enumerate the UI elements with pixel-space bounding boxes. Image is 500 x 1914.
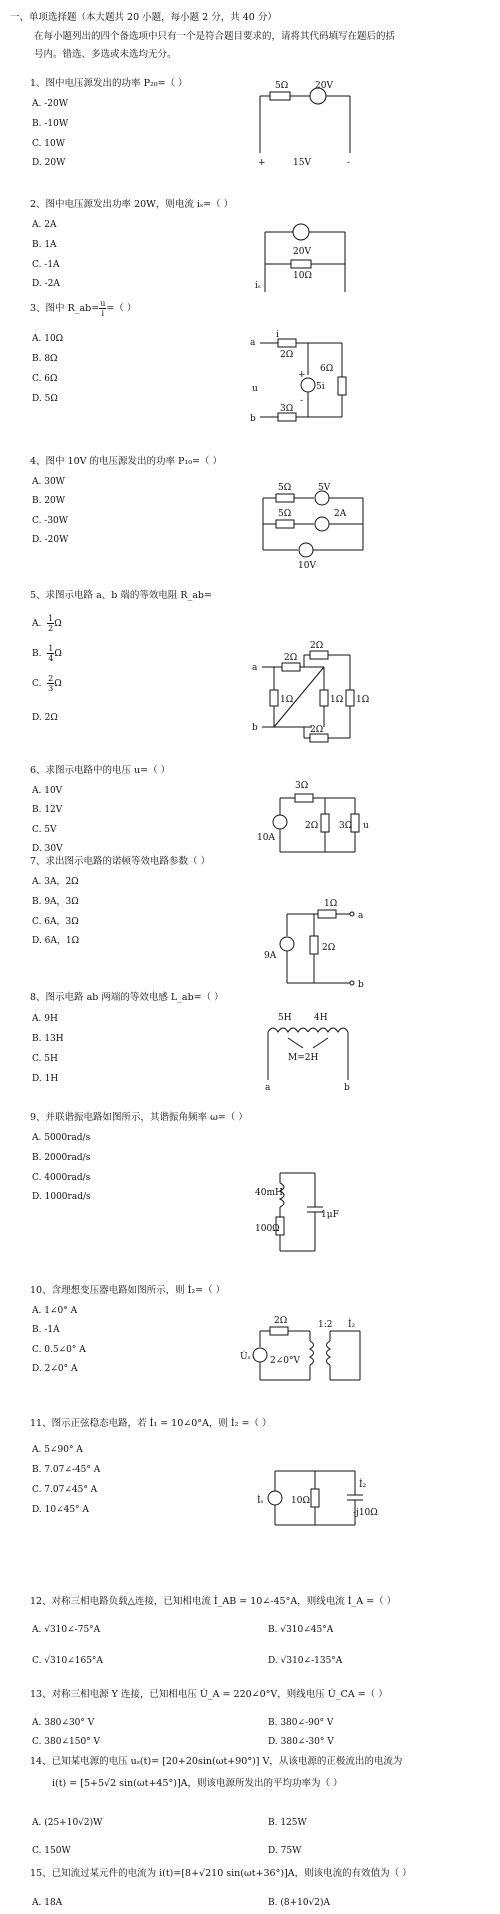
svg-text:a: a <box>252 663 258 673</box>
svg-text:a: a <box>265 1083 271 1093</box>
svg-text:10A: 10A <box>257 833 275 843</box>
svg-text:-: - <box>347 158 351 168</box>
q13-option-b[interactable]: B. 380∠-90° V <box>268 1718 334 1728</box>
svg-text:+: + <box>258 158 266 168</box>
svg-text:3Ω: 3Ω <box>295 781 309 791</box>
svg-text:2Ω: 2Ω <box>322 943 336 953</box>
q10-option-b[interactable]: B. -1A <box>32 1325 60 1335</box>
q14-option-d[interactable]: D. 75W <box>268 1846 302 1856</box>
q2-option-b[interactable]: B. 1A <box>32 240 57 250</box>
svg-text:40mH: 40mH <box>255 1188 283 1198</box>
svg-text:10Ω: 10Ω <box>293 271 312 281</box>
question-3-stem: 3、图中 R_ab= $\frac{u}{i}$ =（ ） <box>30 299 137 318</box>
q11-option-c[interactable]: C. 7.07∠45° A <box>32 1485 98 1495</box>
svg-text:İ₂: İ₂ <box>359 1480 367 1490</box>
q12-option-b[interactable]: B. √310∠45°A <box>268 1625 334 1635</box>
q4-circuit-diagram <box>258 480 373 570</box>
q13-option-a[interactable]: A. 380∠30° V <box>32 1718 95 1728</box>
svg-text:3Ω: 3Ω <box>280 404 294 414</box>
svg-text:2Ω: 2Ω <box>310 641 324 651</box>
q10-option-c[interactable]: C. 0.5∠0° A <box>32 1345 86 1355</box>
svg-text:-j10Ω: -j10Ω <box>353 1508 378 1518</box>
svg-text:1Ω: 1Ω <box>330 695 344 705</box>
q6-option-a[interactable]: A. 10V <box>32 786 63 796</box>
svg-text:5Ω: 5Ω <box>275 81 289 91</box>
svg-text:2A: 2A <box>334 509 347 519</box>
q9-option-a[interactable]: A. 5000rad/s <box>32 1133 91 1143</box>
svg-text:1:2: 1:2 <box>318 1320 333 1330</box>
svg-text:u: u <box>252 384 258 394</box>
svg-text:2Ω: 2Ω <box>310 725 324 735</box>
svg-text:i: i <box>276 330 279 340</box>
svg-text:2Ω: 2Ω <box>305 821 319 831</box>
svg-text:b: b <box>250 414 256 424</box>
svg-text:b: b <box>252 723 258 733</box>
q2-option-d[interactable]: D. -2A <box>32 279 60 289</box>
q10-option-a[interactable]: A. 1∠0° A <box>32 1306 78 1316</box>
svg-text:6Ω: 6Ω <box>320 364 334 374</box>
q6-option-b[interactable]: B. 12V <box>32 805 63 815</box>
svg-text:20V: 20V <box>315 81 333 91</box>
question-14-stem: 14、已知某电源的电压 uₛ(t)= [20+20sin(ωt+90°)] V，从该电源的正极流出的电流为 <box>30 1756 403 1767</box>
question-5-stem: 5、求图示电路 a、b 端的等效电阻 R_ab= <box>30 590 212 601</box>
q2-option-c[interactable]: C. -1A <box>32 260 60 270</box>
svg-text:1μF: 1μF <box>321 1210 339 1220</box>
svg-text:U̇ₛ: U̇ₛ <box>240 1352 251 1362</box>
question-15-stem: 15、已知流过某元件的电流为 i(t)=[8+√210 sin(ωt+36°)]A，则该电流的有效值为（ ） <box>30 1868 412 1879</box>
svg-text:M=2H: M=2H <box>288 1053 319 1063</box>
svg-text:2∠0°V: 2∠0°V <box>270 1356 300 1366</box>
q8-option-d[interactable]: D. 1H <box>32 1074 59 1084</box>
question-10-stem: 10、含理想变压器电路如图所示，则 İ₂=（ ） <box>30 1285 226 1296</box>
q6-circuit-diagram <box>255 780 375 860</box>
q5-circuit-diagram <box>252 640 372 745</box>
q9-option-b[interactable]: B. 2000rad/s <box>32 1153 91 1163</box>
q5-option-a[interactable]: A. $\frac{1}{2}$ Ω <box>32 614 62 633</box>
q8-option-b[interactable]: B. 13H <box>32 1034 64 1044</box>
question-4-stem: 4、图中 10V 的电压源发出的功率 P₁₀=（ ） <box>30 456 223 467</box>
svg-text:5Ω: 5Ω <box>278 483 292 493</box>
question-13-stem: 13、对称三相电源 Y 连接，已知相电压 U̇_A = 220∠0°V，则线电压 U̇_CA =（ ） <box>30 1689 388 1700</box>
q8-circuit-diagram <box>258 1010 358 1093</box>
q12-option-d[interactable]: D. √310∠-135°A <box>268 1656 343 1666</box>
q1-circuit-diagram <box>255 78 365 168</box>
instructions-line-2: 号内。错选、多选或未选均无分。 <box>34 49 177 60</box>
q10-circuit-diagram <box>240 1315 370 1390</box>
q14-option-c[interactable]: C. 150W <box>32 1846 71 1856</box>
svg-text:b: b <box>344 1083 350 1093</box>
svg-text:1Ω: 1Ω <box>356 695 370 705</box>
question-2-stem: 2、图中电压源发出功率 20W，则电流 iₛ=（ ） <box>30 199 234 210</box>
q9-option-c[interactable]: C. 4000rad/s <box>32 1173 91 1183</box>
svg-text:9A: 9A <box>264 951 277 961</box>
question-1-stem: 1、图中电压源发出的功率 P₂₀=（ ） <box>30 78 188 89</box>
q5-option-d[interactable]: D. 2Ω <box>32 713 58 723</box>
svg-text:4H: 4H <box>314 1013 328 1023</box>
svg-text:10Ω: 10Ω <box>291 1496 310 1506</box>
svg-text:5H: 5H <box>278 1013 292 1023</box>
q7-option-c[interactable]: C. 6A，3Ω <box>32 917 79 927</box>
q15-option-a[interactable]: A. 18A <box>32 1898 63 1908</box>
q1-option-c[interactable]: C. 10W <box>32 139 65 149</box>
q6-option-c[interactable]: C. 5V <box>32 825 57 835</box>
svg-text:100Ω: 100Ω <box>255 1224 280 1234</box>
q6-option-d[interactable]: D. 30V <box>32 844 63 854</box>
svg-text:İₛ: İₛ <box>257 1496 264 1506</box>
question-12-stem: 12、对称三相电路负载△连接，已知相电流 İ_AB = 10∠-45°A，则线电流 İ_A =（ ） <box>30 1596 397 1607</box>
svg-text:a: a <box>250 338 256 348</box>
question-14-stem-cont: i(t) = [5+5√2 sin(ωt+45°)]A，则该电源所发出的平均功率为（ ） <box>52 1778 343 1789</box>
q4-option-d[interactable]: D. -20W <box>32 535 69 545</box>
q7-option-a[interactable]: A. 3A，2Ω <box>32 877 79 887</box>
svg-text:10V: 10V <box>298 561 316 571</box>
question-6-stem: 6、求图示电路中的电压 u=（ ） <box>30 765 171 776</box>
q1-option-d[interactable]: D. 20W <box>32 158 66 168</box>
question-9-stem: 9、并联谐振电路如图所示，其谐振角频率 ω=（ ） <box>30 1112 248 1123</box>
q12-option-c[interactable]: C. √310∠165°A <box>32 1656 103 1666</box>
q9-circuit-diagram <box>255 1165 355 1260</box>
svg-text:1Ω: 1Ω <box>280 695 294 705</box>
q3-option-a[interactable]: A. 10Ω <box>32 334 64 344</box>
q13-option-c[interactable]: C. 380∠150° V <box>32 1737 101 1747</box>
q8-option-c[interactable]: C. 5H <box>32 1054 58 1064</box>
svg-text:u: u <box>363 821 369 831</box>
svg-text:1Ω: 1Ω <box>324 899 338 909</box>
svg-text:a: a <box>358 911 364 921</box>
q1-option-a[interactable]: A. -20W <box>32 99 68 109</box>
q3-option-c[interactable]: C. 6Ω <box>32 374 58 384</box>
q2-option-a[interactable]: A. 2A <box>32 220 57 230</box>
q5-option-c[interactable]: C. $\frac{2}{3}$ Ω <box>32 674 62 693</box>
q3-circuit-diagram <box>250 325 360 430</box>
svg-text:2Ω: 2Ω <box>284 653 298 663</box>
q11-circuit-diagram <box>255 1463 378 1533</box>
question-7-stem: 7、求出图示电路的诺顿等效电路参数（ ） <box>30 856 211 867</box>
q11-option-b[interactable]: B. 7.07∠-45° A <box>32 1465 101 1475</box>
q10-option-d[interactable]: D. 2∠0° A <box>32 1364 78 1374</box>
question-8-stem: 8、图示电路 ab 两端的等效电感 L_ab=（ ） <box>30 992 224 1003</box>
q4-option-b[interactable]: B. 20W <box>32 496 66 506</box>
svg-text:İ₂: İ₂ <box>348 1320 356 1330</box>
q5-option-b[interactable]: B. $\frac{1}{4}$ Ω <box>32 644 62 663</box>
q11-option-d[interactable]: D. 10∠45° A <box>32 1505 89 1515</box>
svg-text:3Ω: 3Ω <box>339 821 353 831</box>
svg-text:5i: 5i <box>316 382 325 392</box>
instructions-line-1: 在每小题列出的四个备选项中只有一个是符合题目要求的，请将其代码填写在题后的括 <box>34 31 396 42</box>
q7-option-b[interactable]: B. 9A，3Ω <box>32 897 79 907</box>
svg-text:b: b <box>358 980 364 990</box>
svg-text:2Ω: 2Ω <box>280 350 294 360</box>
svg-text:-: - <box>300 396 304 406</box>
svg-text:+: + <box>298 370 306 380</box>
svg-text:5Ω: 5Ω <box>278 509 292 519</box>
q7-circuit-diagram <box>262 898 372 993</box>
q7-option-d[interactable]: D. 6A，1Ω <box>32 936 80 946</box>
section-title: 一、单项选择题（本大题共 20 小题，每小题 2 分，共 40 分） <box>10 12 277 23</box>
q11-option-a[interactable]: A. 5∠90° A <box>32 1445 83 1455</box>
svg-text:15V: 15V <box>293 158 311 168</box>
q2-circuit-diagram <box>255 220 365 295</box>
svg-text:5V: 5V <box>318 483 331 493</box>
svg-text:20V: 20V <box>293 247 311 257</box>
q15-option-b[interactable]: B. (8+10√2)A <box>268 1898 331 1908</box>
svg-text:iₛ: iₛ <box>255 281 261 291</box>
q8-option-a[interactable]: A. 9H <box>32 1014 58 1024</box>
question-11-stem: 11、图示正弦稳态电路，若 İ₁ = 10∠0°A，则 İ₂ =（ ） <box>30 1418 272 1429</box>
q3-option-b[interactable]: B. 8Ω <box>32 354 58 364</box>
q4-option-c[interactable]: C. -30W <box>32 516 69 526</box>
q3-option-d[interactable]: D. 5Ω <box>32 394 58 404</box>
q13-option-d[interactable]: D. 380∠-30° V <box>268 1737 334 1747</box>
q12-option-a[interactable]: A. √310∠-75°A <box>32 1625 101 1635</box>
q14-option-a[interactable]: A. (25+10√2)W <box>32 1818 103 1828</box>
q4-option-a[interactable]: A. 30W <box>32 477 65 487</box>
q1-option-b[interactable]: B. -10W <box>32 119 69 129</box>
q14-option-b[interactable]: B. 125W <box>268 1818 307 1828</box>
svg-text:2Ω: 2Ω <box>274 1316 288 1326</box>
q9-option-d[interactable]: D. 1000rad/s <box>32 1192 91 1202</box>
